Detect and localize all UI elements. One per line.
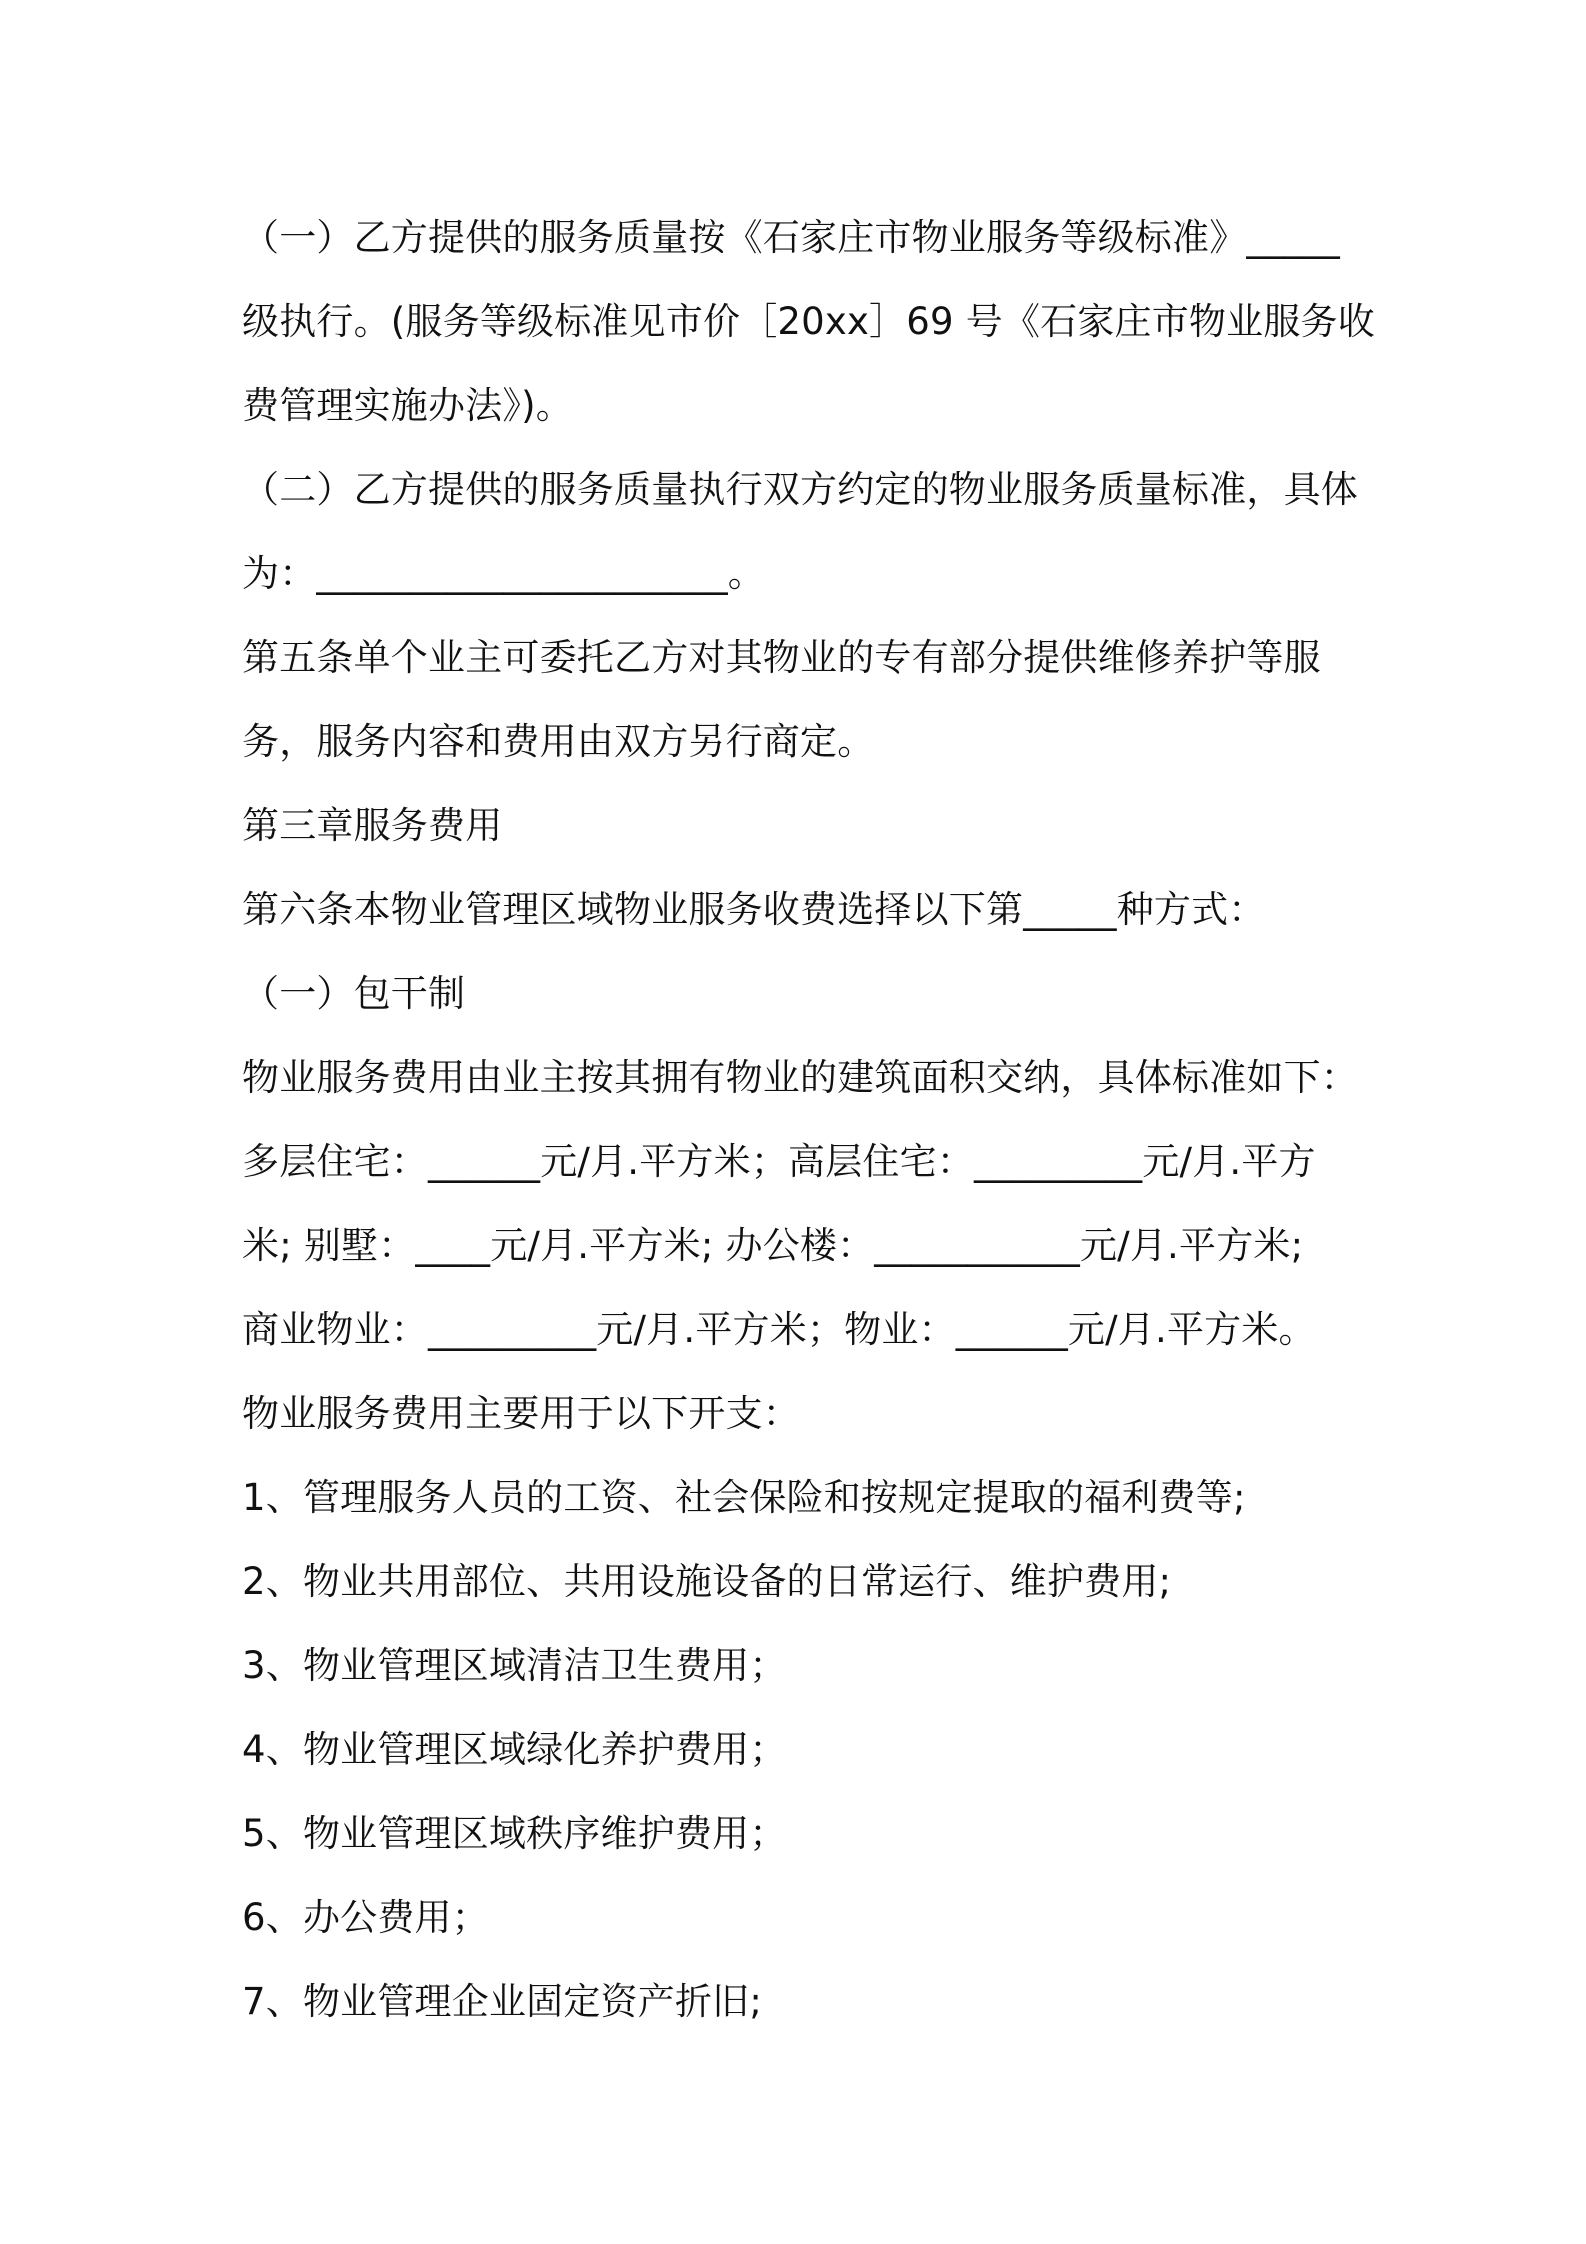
list-item: 1、管理服务人员的工资、社会保险和按规定提取的福利费等; xyxy=(242,1476,1246,1519)
text-line: 第六条本物业管理区域物业服务收费选择以下第_____种方式： xyxy=(242,888,1266,931)
text-line: 第五条单个业主可委托乙方对其物业的专有部分提供维修养护等服 xyxy=(242,636,1321,679)
text-line: 费管理实施办法》)。 xyxy=(242,384,573,427)
text-line: （一）乙方提供的服务质量按《石家庄市物业服务等级标准》_____ xyxy=(242,216,1340,259)
list-item: 3、物业管理区域清洁卫生费用； xyxy=(242,1644,787,1687)
list-item: 7、物业管理企业固定资产折旧; xyxy=(242,1980,763,2023)
text-line: 务，服务内容和费用由双方另行商定。 xyxy=(242,720,875,763)
text-line: 为：______________________。 xyxy=(242,552,765,595)
list-item: 5、物业管理区域秩序维护费用； xyxy=(242,1812,787,1855)
list-item: 2、物业共用部位、共用设施设备的日常运行、维护费用; xyxy=(242,1560,1172,1603)
list-item: 6、办公费用； xyxy=(242,1896,489,1939)
text-line: 商业物业：_________元/月.平方米；物业：______元/月.平方米。 xyxy=(242,1308,1316,1351)
text-line: 米; 别墅：____元/月.平方米; 办公楼：___________元/月.平方米; xyxy=(242,1224,1304,1267)
text-line: 级执行。(服务等级标准见市价［20xx］69 号《石家庄市物业服务收 xyxy=(242,300,1375,343)
section-heading: （一）包干制 xyxy=(242,972,466,1015)
list-item: 4、物业管理区域绿化养护费用； xyxy=(242,1728,787,1771)
document-body xyxy=(242,196,1375,2044)
text-line: 多层住宅：______元/月.平方米；高层住宅：_________元/月.平方 xyxy=(242,1140,1316,1183)
text-line: 物业服务费用主要用于以下开支： xyxy=(242,1392,800,1435)
text-line: 物业服务费用由业主按其拥有物业的建筑面积交纳，具体标准如下： xyxy=(242,1056,1358,1099)
text-line: （二）乙方提供的服务质量执行双方约定的物业服务质量标准，具体 xyxy=(242,468,1358,511)
chapter-heading: 第三章服务费用 xyxy=(242,804,503,847)
